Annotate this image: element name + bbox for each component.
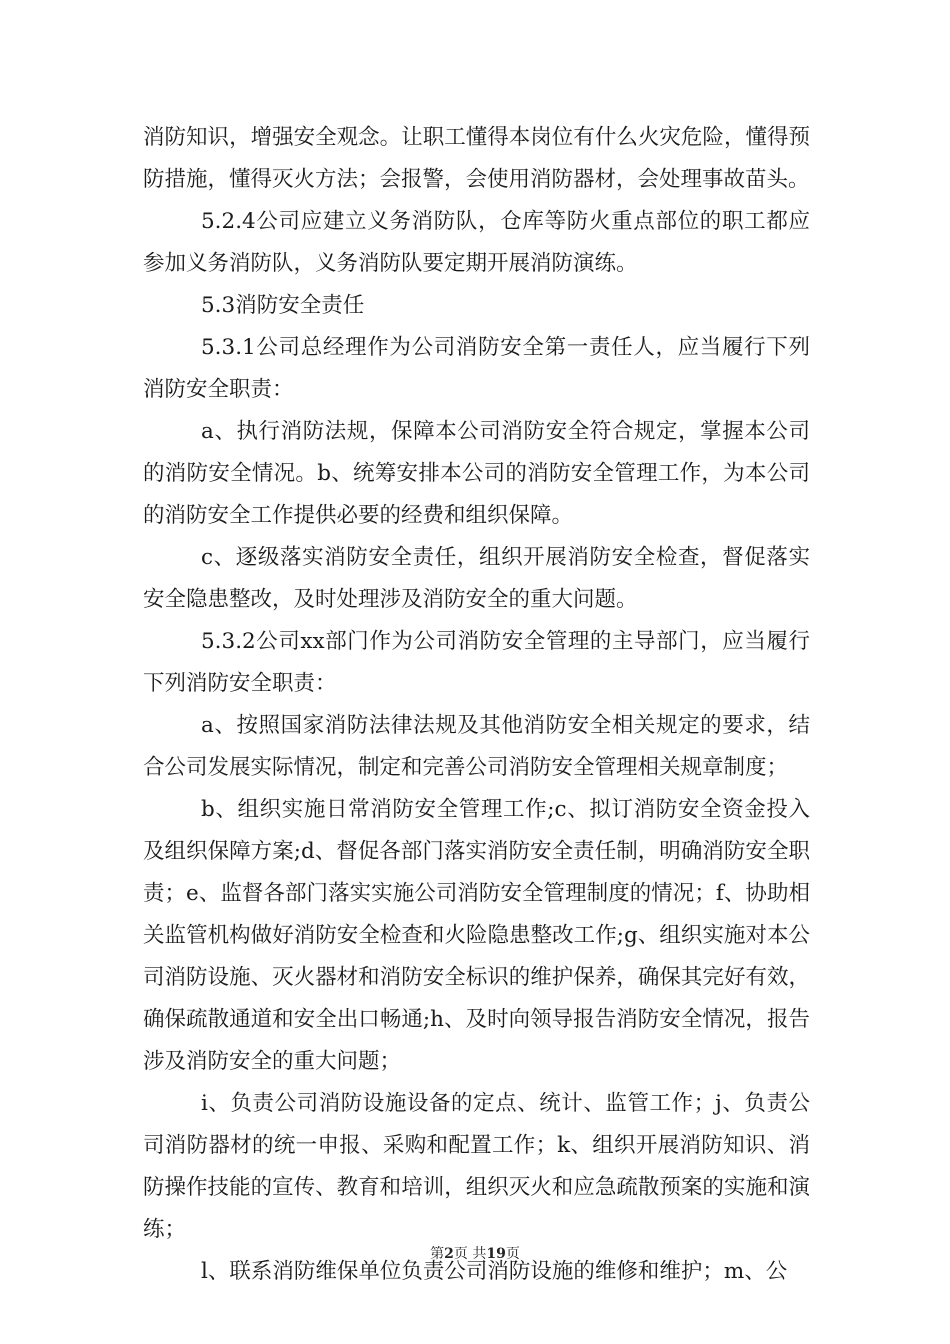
- page-footer: [0, 1244, 950, 1264]
- paragraph: 5.3.1公司总经理作为公司消防安全第一责任人，应当履行下列消防安全职责：: [143, 335, 810, 402]
- footer-middle: 页 共: [453, 1246, 487, 1262]
- paragraph: l、联系消防维保单位负责公司消防设施的维修和维护；m、公: [201, 1259, 788, 1284]
- paragraph: b、组织实施日常消防安全管理工作;c、拟订消防安全资金投入及组织保障方案;d、督促各部门落实消防安全责任制，明确消防安全职责；e、监督各部门落实实施公司消防安全管理制度的情况；f、协助相关监管机构做好消防安全检查和火险隐患整改工作;g、组织实施对本公司消防设施、灭火器材和消防安全标识的维护保养，确保其完好有效，确保疏散通道和安全出口畅通;h、及时向领导报告消防安全情况，报告涉及消防安全的重大问题；: [143, 797, 810, 1074]
- footer-suffix: 页: [505, 1246, 520, 1262]
- current-page-number: 2: [444, 1246, 454, 1262]
- paragraph: a、按照国家消防法律法规及其他消防安全相关规定的要求，结合公司发展实际情况，制定和完善公司消防安全管理相关规章制度；: [143, 713, 810, 780]
- section-heading: 5.3消防安全责任: [201, 293, 365, 318]
- paragraph: c、逐级落实消防安全责任，组织开展消防安全检查，督促落实安全隐患整改，及时处理涉及消防安全的重大问题。: [143, 545, 810, 612]
- paragraph: 5.3.2公司xx部门作为公司消防安全管理的主导部门，应当履行下列消防安全职责：: [143, 629, 810, 696]
- footer-prefix: 第: [430, 1246, 445, 1262]
- paragraph: 消防知识，增强安全观念。让职工懂得本岗位有什么火灾危险，懂得预防措施，懂得灭火方法；会报警，会使用消防器材，会处理事故苗头。: [143, 125, 810, 192]
- paragraph: a、执行消防法规，保障本公司消防安全符合规定，掌握本公司的消防安全情况。b、统筹安排本公司的消防安全管理工作，为本公司的消防安全工作提供必要的经费和组织保障。: [143, 419, 810, 528]
- paragraph: i、负责公司消防设施设备的定点、统计、监管工作；j、负责公司消防器材的统一申报、采购和配置工作；k、组织开展消防知识、消防操作技能的宣传、教育和培训，组织灭火和应急疏散预案的实施和演练；: [143, 1091, 810, 1242]
- paragraph: 5.2.4公司应建立义务消防队，仓库等防火重点部位的职工都应参加义务消防队，义务消防队要定期开展消防演练。: [143, 209, 810, 276]
- total-page-count: 19: [486, 1246, 506, 1262]
- document-body: [143, 117, 810, 1293]
